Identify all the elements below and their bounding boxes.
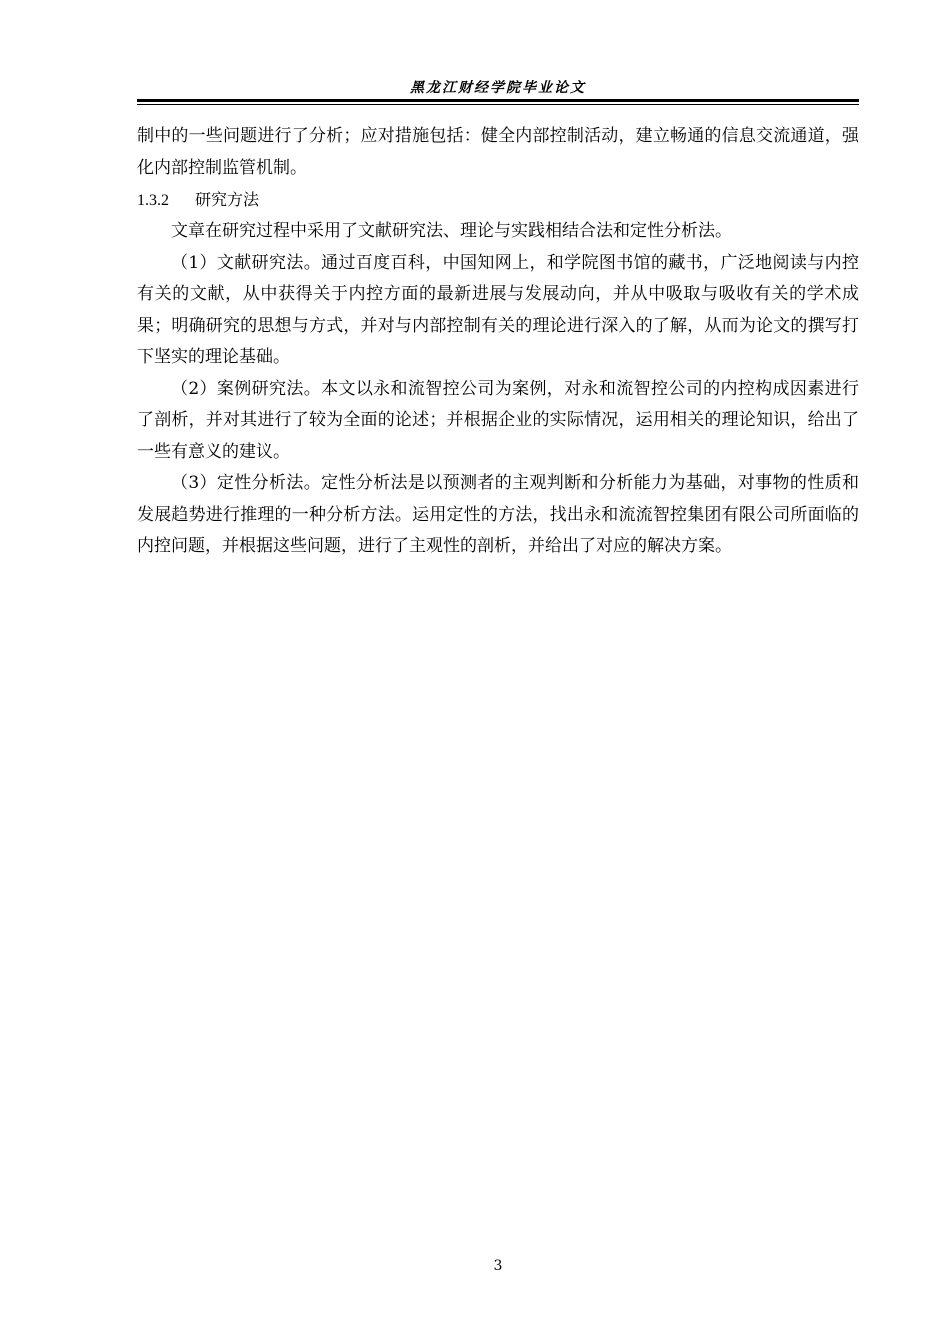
method-paragraph-case-study: （2）案例研究法。本文以永和流智控公司为案例，对永和流智控公司的内控构成因素进行了剖析，并对其进行了较为全面的论述；并根据企业的实际情况，运用相关的理论知识，给出了一些有意义的建议。 (137, 378, 859, 462)
continuation-paragraph: 制中的一些问题进行了分析；应对措施包括：健全内部控制活动，建立畅通的信息交流通道，强化内部控制监管机制。 (137, 126, 859, 178)
page-number: 3 (493, 1258, 503, 1274)
header-rule-thin (137, 104, 859, 105)
running-header: 黑龙江财经学院毕业论文 (410, 80, 586, 96)
intro-paragraph: 文章在研究过程中采用了文献研究法、理论与实践相结合法和定性分析法。 (171, 221, 732, 241)
section-title: 研究方法 (195, 190, 260, 209)
header-rule-thick (137, 99, 859, 102)
method-paragraph-qualitative: （3）定性分析法。定性分析法是以预测者的主观判断和分析能力为基础，对事物的性质和发展趋势进行推理的一种分析方法。运用定性的方法，找出永和流流智控集团有限公司所面临的内控问题，并根据这些问题，进行了主观性的剖析，并给出了对应的解决方案。 (137, 473, 859, 556)
section-number: 1.3.2 (137, 192, 169, 209)
section-heading (137, 184, 859, 216)
body-text (137, 121, 859, 563)
method-paragraph-literature: （1）文献研究法。通过百度百科，中国知网上，和学院图书馆的藏书，广泛地阅读与内控有关的文献，从中获得关于内控方面的最新进展与发展动向，并从中吸取与吸收有关的学术成果；明确研究的思想与方式，并对与内部控制有关的理论进行深入的了解，从而为论文的撰写打下坚实的理论基础。 (137, 252, 859, 367)
